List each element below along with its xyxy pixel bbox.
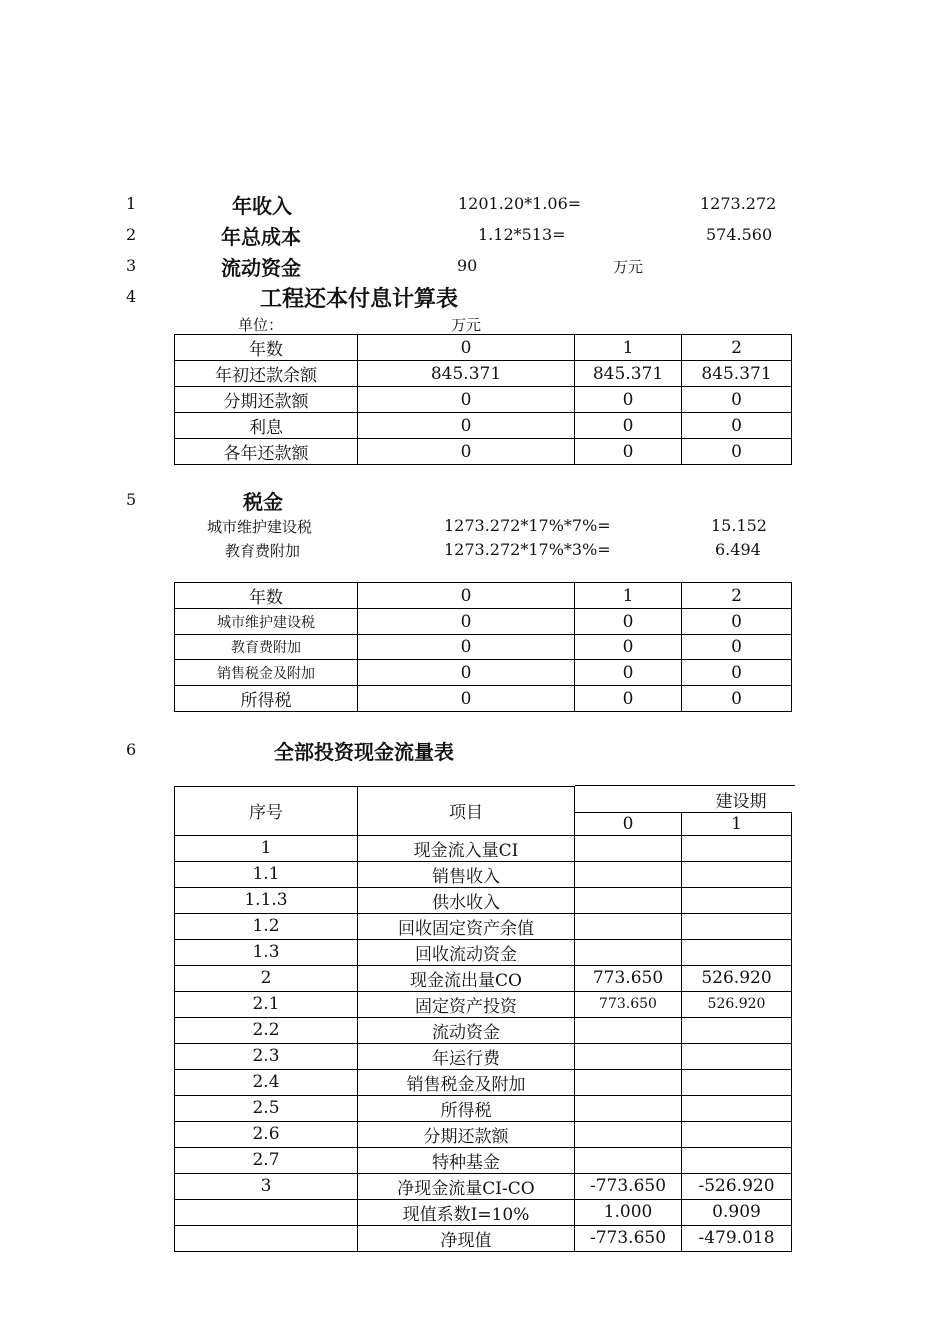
- tax-table: [174, 582, 792, 712]
- cell: -773.650: [575, 1225, 682, 1251]
- cell: 0: [682, 686, 792, 712]
- cell: [575, 1069, 682, 1095]
- table-header-row: [175, 787, 792, 813]
- table-row: [175, 1225, 792, 1251]
- header-cell: 0: [358, 583, 575, 609]
- table-row: [175, 686, 792, 712]
- cell: -773.650: [575, 1173, 682, 1199]
- cell: [575, 1017, 682, 1043]
- cell: [682, 887, 792, 913]
- cell: 0: [358, 413, 575, 439]
- header-seq: 序号: [175, 787, 358, 836]
- cell-seq: 3: [175, 1173, 358, 1199]
- cell-item: 特种基金: [358, 1147, 575, 1173]
- table-row: [175, 387, 792, 413]
- header-cell: 年数: [175, 335, 358, 361]
- cell: -479.018: [682, 1225, 792, 1251]
- section-number-5: 5: [126, 490, 137, 509]
- cell-item: 供水收入: [358, 887, 575, 913]
- unit-label: 单位：: [238, 316, 284, 334]
- cell: [575, 835, 682, 861]
- cell: 0: [682, 413, 792, 439]
- row-label: 年初还款余额: [175, 361, 358, 387]
- header-cell: 1: [575, 583, 682, 609]
- formula-total-cost: 1.12*513=: [478, 225, 566, 244]
- cell: 773.650: [575, 965, 682, 991]
- cell: 0: [575, 660, 682, 686]
- cell-item: 净现值: [358, 1225, 575, 1251]
- cell-seq: 2: [175, 965, 358, 991]
- cell-item: 固定资产投资: [358, 991, 575, 1017]
- row-label: 分期还款额: [175, 387, 358, 413]
- row-label: 销售税金及附加: [175, 660, 358, 686]
- cell: [682, 835, 792, 861]
- table-row: [175, 965, 792, 991]
- section-number-6: 6: [126, 740, 137, 759]
- section-title-repayment: 工程还本付息计算表: [260, 287, 459, 312]
- cell: [575, 1095, 682, 1121]
- cell: 0: [682, 439, 792, 465]
- cashflow-table: [174, 786, 792, 1252]
- row-label: 城市维护建设税: [175, 609, 358, 635]
- cell: 0: [575, 635, 682, 660]
- section-title-cashflow: 全部投资现金流量表: [274, 740, 454, 764]
- cell-item: 流动资金: [358, 1017, 575, 1043]
- result-education-surcharge: 6.494: [715, 540, 761, 559]
- header-construction-period: 建设期: [575, 787, 792, 813]
- header-cell: 年数: [175, 583, 358, 609]
- repayment-table: [174, 334, 792, 465]
- unit-value: 万元: [451, 316, 482, 334]
- label-urban-tax: 城市维护建设税: [207, 518, 313, 536]
- header-cell: 2: [682, 335, 792, 361]
- header-cell: 0: [358, 335, 575, 361]
- cell: -526.920: [682, 1173, 792, 1199]
- table-row: [175, 1069, 792, 1095]
- table-row: [175, 913, 792, 939]
- cell: [575, 887, 682, 913]
- cell: [575, 1043, 682, 1069]
- cell: 0: [575, 387, 682, 413]
- cell-item: 回收流动资金: [358, 939, 575, 965]
- table-row: [175, 1095, 792, 1121]
- cell: 0: [575, 686, 682, 712]
- row-label: 各年还款额: [175, 439, 358, 465]
- cell-seq: 2.5: [175, 1095, 358, 1121]
- cell-item: 销售收入: [358, 861, 575, 887]
- cell: [682, 1043, 792, 1069]
- cell: 0: [575, 413, 682, 439]
- cell: 0: [682, 609, 792, 635]
- cell-item: 销售税金及附加: [358, 1069, 575, 1095]
- table-row: [175, 1173, 792, 1199]
- header-cell: 2: [682, 583, 792, 609]
- result-annual-revenue: 1273.272: [700, 194, 777, 213]
- table-row: [175, 1043, 792, 1069]
- cell: [682, 1121, 792, 1147]
- cell: 526.920: [682, 991, 792, 1017]
- cell: 0: [358, 387, 575, 413]
- cell-seq: 1.3: [175, 939, 358, 965]
- cell: 0: [682, 635, 792, 660]
- table-row: [175, 609, 792, 635]
- cell: [575, 913, 682, 939]
- section-title-tax: 税金: [243, 490, 283, 514]
- table-row: [175, 1199, 792, 1225]
- cell: [682, 913, 792, 939]
- cell-seq: 1.2: [175, 913, 358, 939]
- cell: 0: [575, 439, 682, 465]
- cell: [575, 1121, 682, 1147]
- cell: [682, 1147, 792, 1173]
- header-item: 项目: [358, 787, 575, 836]
- cell-seq: [175, 1199, 358, 1225]
- cell: [682, 1095, 792, 1121]
- cell-seq: 1: [175, 835, 358, 861]
- cell: 845.371: [358, 361, 575, 387]
- row-number-2: 2: [126, 225, 137, 244]
- cell-seq: 2.3: [175, 1043, 358, 1069]
- table-row: [175, 439, 792, 465]
- table-row: [175, 991, 792, 1017]
- row-label: 教育费附加: [175, 635, 358, 660]
- cell: [682, 939, 792, 965]
- row-number-1: 1: [126, 194, 137, 213]
- table-row: [175, 835, 792, 861]
- cell-item: 现金流出量CO: [358, 965, 575, 991]
- unit-working-capital: 万元: [613, 258, 644, 276]
- cell: 526.920: [682, 965, 792, 991]
- header-cell: 1: [575, 335, 682, 361]
- result-total-cost: 574.560: [706, 225, 773, 244]
- formula-urban-tax: 1273.272*17%*7%=: [444, 516, 611, 535]
- cell-item: 回收固定资产余值: [358, 913, 575, 939]
- cell: 0: [682, 387, 792, 413]
- cell: 845.371: [682, 361, 792, 387]
- cell: 0: [682, 660, 792, 686]
- cell-item: 现值系数I=10%: [358, 1199, 575, 1225]
- cell: 0: [358, 609, 575, 635]
- cell-item: 年运行费: [358, 1043, 575, 1069]
- formula-annual-revenue: 1201.20*1.06=: [458, 194, 582, 213]
- cell-seq: 2.1: [175, 991, 358, 1017]
- table-row: [175, 413, 792, 439]
- table-row: [175, 1147, 792, 1173]
- cell-item: 净现金流量CI-CO: [358, 1173, 575, 1199]
- cell-item: 分期还款额: [358, 1121, 575, 1147]
- header-year: 0: [575, 812, 682, 835]
- row-label: 所得税: [175, 686, 358, 712]
- cell-seq: 2.6: [175, 1121, 358, 1147]
- cell-item: 现金流入量CI: [358, 835, 575, 861]
- cell-seq: 2.4: [175, 1069, 358, 1095]
- table-header-row: [175, 583, 792, 609]
- cell: [682, 1069, 792, 1095]
- table-row: [175, 887, 792, 913]
- cell: 0: [358, 660, 575, 686]
- table-header-row: [175, 335, 792, 361]
- cell: [575, 939, 682, 965]
- result-urban-tax: 15.152: [711, 516, 767, 535]
- table-row: [175, 1121, 792, 1147]
- label-annual-revenue: 年收入: [232, 194, 292, 218]
- cell-seq: 2.2: [175, 1017, 358, 1043]
- cell: 1.000: [575, 1199, 682, 1225]
- value-working-capital: 90: [457, 256, 478, 275]
- section-number-4: 4: [126, 287, 137, 306]
- table-row: [175, 939, 792, 965]
- cell: [682, 861, 792, 887]
- cell: 0.909: [682, 1199, 792, 1225]
- formula-education-surcharge: 1273.272*17%*3%=: [444, 540, 611, 559]
- table-row: [175, 361, 792, 387]
- table-row: [175, 861, 792, 887]
- cell: 773.650: [575, 991, 682, 1017]
- row-number-3: 3: [126, 256, 137, 275]
- label-working-capital: 流动资金: [221, 256, 301, 280]
- cell-item: 所得税: [358, 1095, 575, 1121]
- row-label: 利息: [175, 413, 358, 439]
- cell-seq: 2.7: [175, 1147, 358, 1173]
- table-row: [175, 635, 792, 660]
- cell-seq: 1.1: [175, 861, 358, 887]
- cell: 0: [575, 609, 682, 635]
- label-education-surcharge: 教育费附加: [225, 542, 301, 560]
- cell: 845.371: [575, 361, 682, 387]
- cell: 0: [358, 635, 575, 660]
- cell: 0: [358, 686, 575, 712]
- cell-seq: 1.1.3: [175, 887, 358, 913]
- cell-seq: [175, 1225, 358, 1251]
- cell: [575, 861, 682, 887]
- cell: [575, 1147, 682, 1173]
- cell: 0: [358, 439, 575, 465]
- cell: [682, 1017, 792, 1043]
- table-row: [175, 1017, 792, 1043]
- label-total-cost: 年总成本: [221, 225, 301, 249]
- header-year: 1: [682, 812, 792, 835]
- table-row: [175, 660, 792, 686]
